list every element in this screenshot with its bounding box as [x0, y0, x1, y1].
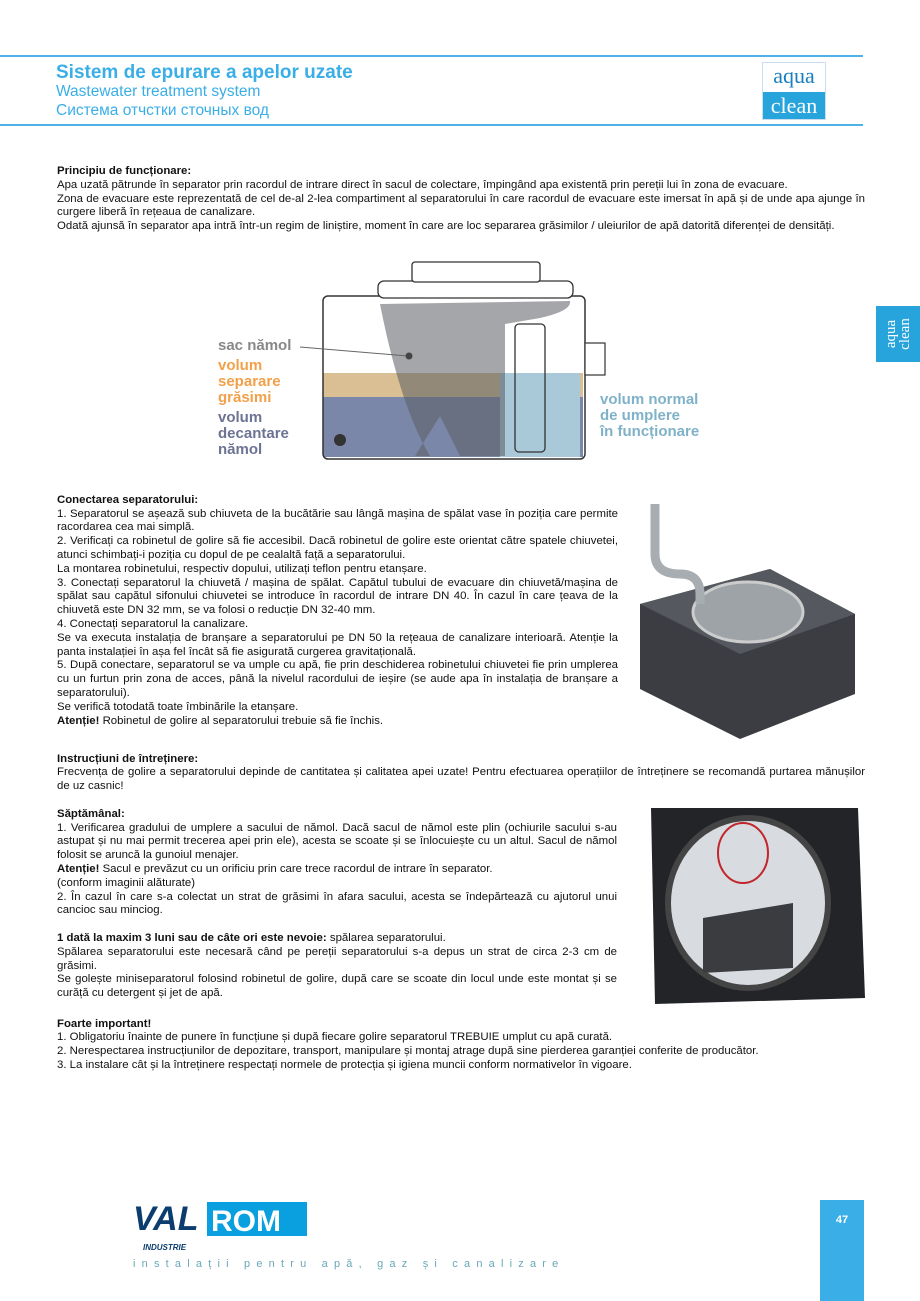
header-rule-bottom [0, 124, 863, 126]
tank-cap [412, 262, 540, 282]
paragraph: 2. În cazul în care s-a colectat un strat de grăsimi în afara sacului, acesta se îndepărtează cu ajutorul unui cancioc sau minciog. [57, 890, 617, 917]
list-item: 1. Obligatoriu înainte de punere în funcțiune și după fiecare golire separatorul TREBUIE umplut cu apă curată. [57, 1031, 613, 1044]
footer-tagline: instalații pentru apă, gaz și canalizare [133, 1258, 565, 1270]
paragraph: 1. Separatorul se așează sub chiuveta de la bucătărie sau lângă mașina de spălat vase în poziția care permite racordarea cea mai simplă. [57, 507, 618, 534]
warning-label: Atenție! [57, 714, 100, 727]
label-line: volum [218, 356, 263, 374]
label-line: în funcționare [600, 422, 700, 440]
paragraph: 1. Verificarea gradului de umplere a sacului de nămol. Dacă sacul de nămol este plin (ochiurile sacului s-au astupat și nu mai permit trecerea apei prin ele), acesta se scoate și se înlocuiește cu un altul. Sacul de nămol folosit se aruncă la gunoiul menajer. [57, 821, 617, 862]
side-tab-line1: aqua [882, 319, 899, 349]
section-maintenance [57, 753, 865, 794]
paragraph: Se va executa instalația de branșare a separatorului pe DN 50 la rețeaua de canalizare interioară. Atenție la panta instalației în așa fel încât să fie asigurată curgerea gravitațională. [57, 631, 618, 658]
warning-label: Atenție! [57, 862, 100, 875]
label-line: de umplere [600, 406, 681, 424]
label-grease-volume [218, 358, 281, 406]
section-principle [57, 165, 865, 234]
section-important [57, 1018, 865, 1073]
section-heading: Conectarea separatorului: [57, 493, 199, 506]
logo-rom: ROM [211, 1205, 281, 1238]
paragraph: 3. Conectați separatorul la chiuvetă / mașina de spălat. Capătul tubului de evacuare din chiuvetă/mașina de spălat sau capătul sifonului chiuvetei se introduce în racordul de intrare DN 40. În cazul în care țeava de la chiuvetă este DN 32 mm, se va folosi o reducție DN 32-40 mm. [57, 576, 618, 617]
paragraph: Se golește miniseparatorul folosind robinetul de golire, după care se scoate din locul unde este montat și se curăță cu detergent și jet de apă. [57, 973, 617, 1000]
section-heading: Foarte important! [57, 1017, 152, 1030]
label-line: volum normal [600, 390, 699, 408]
paragraph: 2. Verificați ca robinetul de golire să fie accesibil. Dacă robinetul de golire este orientat către spatele chiuvetei, atunci schimbați-i poziția cu dopul de pe cealaltă față a separatorului. [57, 535, 618, 561]
separator-product-photo [630, 494, 865, 739]
paragraph: Frecvența de golire a separatorului depinde de cantitatea și calitatea apei uzate! Pentru efectuarea operațiilor de întreținere se recomandă purtarea mănușilor de uz casnic! [57, 766, 865, 793]
warning-text: Sacul e prevăzut cu un orificiu prin care trece racordul de intrare în separator. [99, 862, 493, 875]
label-line: grăsimi [218, 388, 272, 406]
label-settling-volume [218, 410, 289, 458]
logo-text-aqua: aqua [773, 63, 815, 88]
section-heading: Principiu de funcționare: [57, 165, 192, 177]
outlet-pipe [585, 343, 605, 375]
list-item: 2. Nerespectarea instrucțiunilor de depozitare, transport, manipulare și montaj atrage după sine pierderea garanției conferite de producător. [57, 1045, 759, 1058]
drain-valve-icon [334, 434, 346, 446]
side-tab-line2: clean [896, 318, 913, 350]
paragraph: Odată ajunsă în separator apa intră într-un regim de liniștire, moment în care are loc separarea grăsimilor / uleiurilor de apă datorită diferenței de densități. [57, 220, 835, 233]
aqua-clean-logo [762, 62, 826, 120]
section-heading: Săptămânal: [57, 807, 125, 820]
tank-lid [378, 281, 573, 298]
logo-text-clean: clean [763, 92, 825, 120]
main-content [57, 165, 865, 1073]
valrom-logo [133, 1196, 313, 1259]
label-line: decantare [218, 424, 289, 442]
page-number: 47 [820, 1200, 864, 1301]
label-line: separare [218, 372, 281, 390]
logo-val: VAL [133, 1200, 199, 1238]
section-heading: Instrucțiuni de întreținere: [57, 752, 199, 765]
section-connection [57, 494, 865, 739]
separator-diagram-block [57, 248, 865, 480]
subtitle-ru: Система отчстки сточных вод [56, 102, 269, 119]
paragraph: La montarea robinetului, respectiv dopului, utilizați teflon pentru etanșare. [57, 562, 427, 575]
paragraph: (conform imaginii alăturate) [57, 876, 196, 889]
list-item: 3. La instalare cât și la întreținere respectați normele de protecția și igiena muncii conform normativelor în vigoare. [57, 1058, 632, 1071]
section-heading: 1 dată la maxim 3 luni sau de câte ori este nevoie: [57, 931, 327, 944]
side-tab-aqua-clean [876, 306, 920, 362]
page-title: Sistem de epurare a apelor uzate [56, 62, 353, 83]
paragraph: Spălarea separatorului este necesară când pe pereții separatorului s-a depus un strat de circa 2-3 cm de grăsimi. [57, 945, 617, 972]
paragraph: 5. După conectare, separatorul se va umple cu apă, fie prin deschiderea robinetului chiuvetei fie prin umplerea cu un furtun prin zona de acces, până la nivelul racordului de ieșire (se aude apa în instalația de branșare a separatorului). [57, 659, 618, 699]
paragraph: Se verifică totodată toate îmbinările la etanșare. [57, 700, 299, 713]
label-sludge-bag: sac nămol [218, 336, 292, 354]
photo-lid [693, 582, 803, 642]
leader-dot [406, 352, 413, 359]
subtitle-en: Wastewater treatment system [56, 83, 261, 100]
label-normal-volume [600, 392, 699, 440]
paragraph: 4. Conectați separatorul la canalizare. [57, 617, 249, 630]
label-line: volum [218, 408, 263, 426]
photo-pipe [655, 504, 700, 604]
paragraph: Apa uzată pătrunde în separator prin racordul de intrare direct în sacul de colectare, împingând apa existentă prin pereții lui în zona de evacuare. [57, 178, 788, 191]
logo-industrie: INDUSTRIE [143, 1243, 187, 1252]
normal-fill-zone [500, 373, 580, 457]
section-weekly [57, 808, 865, 1004]
paragraph: Zona de evacuare este reprezentată de cel de-al 2-lea compartiment al separatorului în care racordul de evacuare este imersat în apă și de unde apa ajunge în curgere liberă în rețeaua de canalizare. [57, 192, 865, 219]
warning-text: Robinetul de golire al separatorului trebuie să fie închis. [99, 714, 384, 727]
heading-tail: spălarea separatorului. [326, 931, 446, 944]
header-rule-top [0, 55, 863, 57]
sludge-bag-photo [643, 808, 865, 1004]
label-line: nămol [218, 440, 263, 458]
